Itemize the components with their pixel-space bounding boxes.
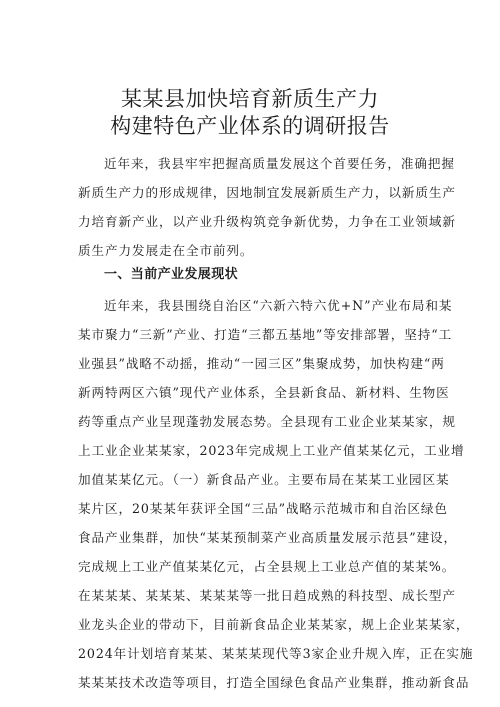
paragraph-line: 业强县”战略不动摇，推动“一园三区”集聚成势，加快构建“两 <box>78 356 445 371</box>
section-heading: 一、当前产业发展现状 <box>104 267 239 282</box>
paragraph-line: 某片区，20某某年获评全国“三品”战略示范城市和自治区绿色 <box>78 501 448 516</box>
paragraph-line: 在某某某、某某某、某某某等一批日趋成熟的科技型、成长型产 <box>78 588 456 603</box>
paragraph-line: 食品产业集群，加快“某某预制菜产业高质量发展示范县”建设， <box>78 530 458 545</box>
paragraph-line: 业龙头企业的带动下，目前新食品企业某某家，规上企业某某家， <box>78 617 470 632</box>
paragraph-line: 新两特两区六镇”现代产业体系，全县新食品、新材料、生物医 <box>78 385 450 400</box>
document-title-line-2: 构建特色产业体系的调研报告 <box>110 114 390 138</box>
paragraph-line: 某某某技术改造等项目，打造全国绿色食品产业集群，推动新食品 <box>78 675 470 690</box>
paragraph-line: 新质生产力的形成规律，因地制宜发展新质生产力，以新质生产 <box>78 185 456 200</box>
document-title-line-1: 某某县加快培育新质生产力 <box>121 87 379 111</box>
paragraph-line: 加值某某亿元。（一）新食品产业。主要布局在某某工业园区某 <box>78 472 450 487</box>
paragraph-line: 2024年计划培育某某、某某某现代等3家企业升规入库，正在实施 <box>78 646 474 661</box>
paragraph-line: 近年来，我县围绕自治区“六新六特六优+N”产业布局和某 <box>104 298 453 313</box>
paragraph-line: 药等重点产业呈现蓬勃发展态势。全县现有工业企业某某家，规 <box>78 414 456 429</box>
paragraph-line: 质生产力发展走在全市前列。 <box>78 243 254 258</box>
paragraph-line: 近年来，我县牢牢把握高质量发展这个首要任务，准确把握 <box>104 156 455 171</box>
paragraph-line: 力培育新产业，以产业升级构筑竞争新优势，力争在工业领域新 <box>78 214 456 229</box>
paragraph-line: 完成规上工业产值某某亿元，占全县规上工业总产值的某某%。 <box>78 559 456 574</box>
paragraph-line: 某市聚力“三新”产业、打造“三都五基地”等安排部署，坚持“工 <box>78 327 453 342</box>
paragraph-line: 上工业企业某某家，2023年完成规上工业产值某某亿元，工业增 <box>78 443 465 458</box>
